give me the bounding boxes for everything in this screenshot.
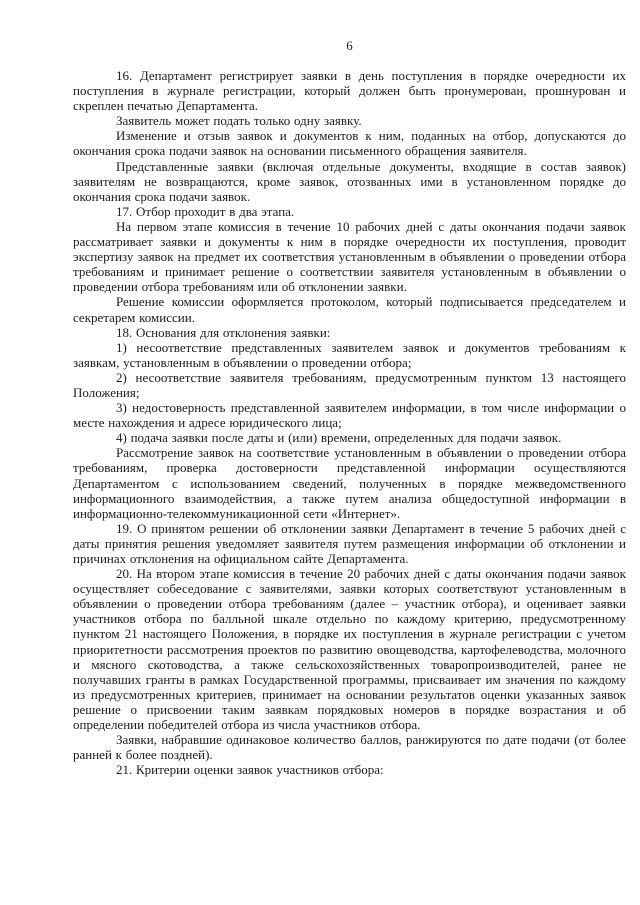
paragraph: 4) подача заявки после даты и (или) времени, определенных для подачи заявок. (116, 430, 562, 446)
page-number: 6 (346, 38, 353, 53)
paragraph: На первом этапе комиссия в течение 10 рабочих дней с даты окончания подачи заявок рассматривает заявки и документы к ним в порядке очередности их поступления, проводит экспертизу заявок на предмет их соответствия установленным в объявлении о проведении отбора требованиям и принимает решение о соответствии заявителя установленным в объявлении о проведении отбора требованиям или об отклонении заявки. (73, 218, 626, 295)
paragraph: Заявитель может подать только одну заявку. (116, 113, 362, 129)
paragraph: Представленные заявки (включая отдельные документы, входящие в состав заявок) заявителям не возвращаются, кроме заявок, отозванных ими в установленном порядке до окончания срока подачи заявок. (73, 158, 626, 204)
paragraph: 18. Основания для отклонения заявки: (116, 324, 331, 340)
paragraph: Рассмотрение заявок на соответствие установленным в объявлении о проведении отбора требованиям, проверка достоверности представленной информации осуществляются Департаментом с использованием сведений, полученных в порядке межведомственного информационного взаимодействия, а также путем анализа общедоступной информации в информационно-телекоммуникационной сети «Интернет». (73, 445, 626, 521)
paragraph: 2) несоответствие заявителя требованиям, предусмотренным пунктом 13 настоящего Положения; (73, 369, 626, 400)
paragraph: 20. На втором этапе комиссия в течение 20 рабочих дней с даты окончания подачи заявок осуществляет собеседование с заявителями, заявки которых соответствуют установленным в объявлении о проведении отбора требованиям (далее – участник отбора), и оценивает заявки участников отбора по балльной шкале отдельно по каждому критерию, предусмотренному пунктом 21 настоящего Положения, в порядке их поступления в журнале регистрации с учетом приоритетности рассмотрения проектов по развитию овощеводства, картофелеводства, молочного и мясного скотоводства, а также сельскохозяйственных товаропроизводителей, ранее не получавших гранты в рамках Государственной программы, присваивает им значения по каждому из предусмотренных критериев, принимает на основании результатов оценки указанных заявок решение о присвоении таким заявкам порядковых номеров в порядке возрастания и об определении победителей отбора из числа участников отбора. (73, 566, 626, 733)
paragraph: 17. Отбор проходит в два этапа. (116, 203, 295, 219)
paragraph: Изменение и отзыв заявок и документов к ним, поданных на отбор, допускаются до окончания срока подачи заявок на основании письменного обращения заявителя. (73, 128, 626, 159)
paragraph: 19. О принятом решении об отклонении заявки Департамент в течение 5 рабочих дней с даты принятия решения уведомляет заявителя путем размещения информации об отклонении и причинах отклонения на официальном сайте Департамента. (73, 520, 626, 566)
paragraph: 3) недостоверность представленной заявителем информации, в том числе информации о месте нахождения и адресе юридического лица; (73, 400, 626, 431)
paragraph: 1) несоответствие представленных заявителем заявок и документов требованиям к заявкам, установленным в объявлении о проведении отбора; (73, 339, 626, 370)
paragraph: 16. Департамент регистрирует заявки в день поступления в порядке очередности их поступления в журнале регистрации, который должен быть пронумерован, прошнурован и скреплен печатью Департамента. (73, 68, 626, 114)
document-body (73, 68, 626, 777)
paragraph: Заявки, набравшие одинаковое количество баллов, ранжируются по дате подачи (от более ранней к более поздней). (73, 732, 626, 763)
paragraph: Решение комиссии оформляется протоколом, который подписывается председателем и секретарем комиссии. (73, 294, 626, 325)
paragraph: 21. Критерии оценки заявок участников отбора: (116, 762, 384, 778)
